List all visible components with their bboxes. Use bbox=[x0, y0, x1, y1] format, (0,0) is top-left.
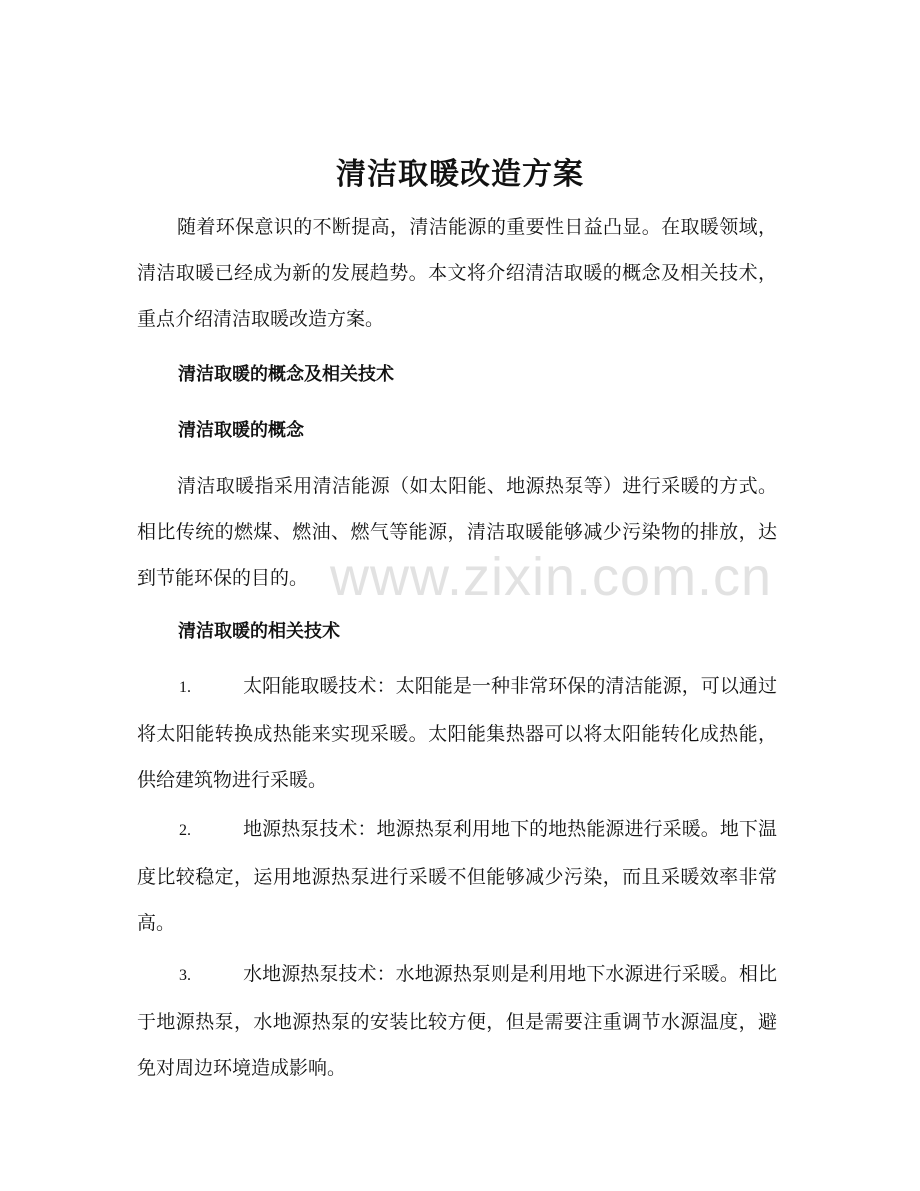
list-text: 水地源热泵技术：水地源热泵则是利用地下水源进行采暖。相比于地源热泵，水地源热泵的安装比较方便，但是需要注重调节水源温度，避免对周边环境造成影响。 bbox=[137, 963, 777, 1079]
list-text: 地源热泵技术：地源热泵利用地下的地热能源进行采暖。地下温度比较稳定，运用地源热泵进行采暖不但能够减少污染，而且采暖效率非常高。 bbox=[137, 818, 777, 934]
section-heading: 清洁取暖的概念及相关技术 bbox=[178, 364, 394, 385]
list-number: 1. bbox=[179, 679, 191, 696]
page-title: 清洁取暖改造方案 bbox=[336, 157, 584, 192]
tech-heading: 清洁取暖的相关技术 bbox=[178, 621, 340, 642]
list-item bbox=[137, 663, 777, 803]
concept-paragraph: 清洁取暖指采用清洁能源（如太阳能、地源热泵等）进行采暖的方式。相比传统的燃煤、燃油、燃气等能源，清洁取暖能够减少污染物的排放，达到节能环保的目的。 bbox=[137, 475, 777, 589]
watermark: www.zixin.com.cn bbox=[330, 547, 773, 607]
list-item bbox=[137, 951, 777, 1091]
concept-heading: 清洁取暖的概念 bbox=[178, 420, 304, 441]
list-number: 3. bbox=[179, 967, 191, 984]
list-number: 2. bbox=[179, 822, 191, 839]
list-item bbox=[137, 806, 777, 946]
list-text: 太阳能取暖技术：太阳能是一种非常环保的清洁能源，可以通过将太阳能转换成热能来实现采暖。太阳能集热器可以将太阳能转化成热能，供给建筑物进行采暖。 bbox=[137, 675, 777, 791]
intro-paragraph: 随着环保意识的不断提高，清洁能源的重要性日益凸显。在取暖领域，清洁取暖已经成为新的发展趋势。本文将介绍清洁取暖的概念及相关技术，重点介绍清洁取暖改造方案。 bbox=[137, 216, 777, 330]
